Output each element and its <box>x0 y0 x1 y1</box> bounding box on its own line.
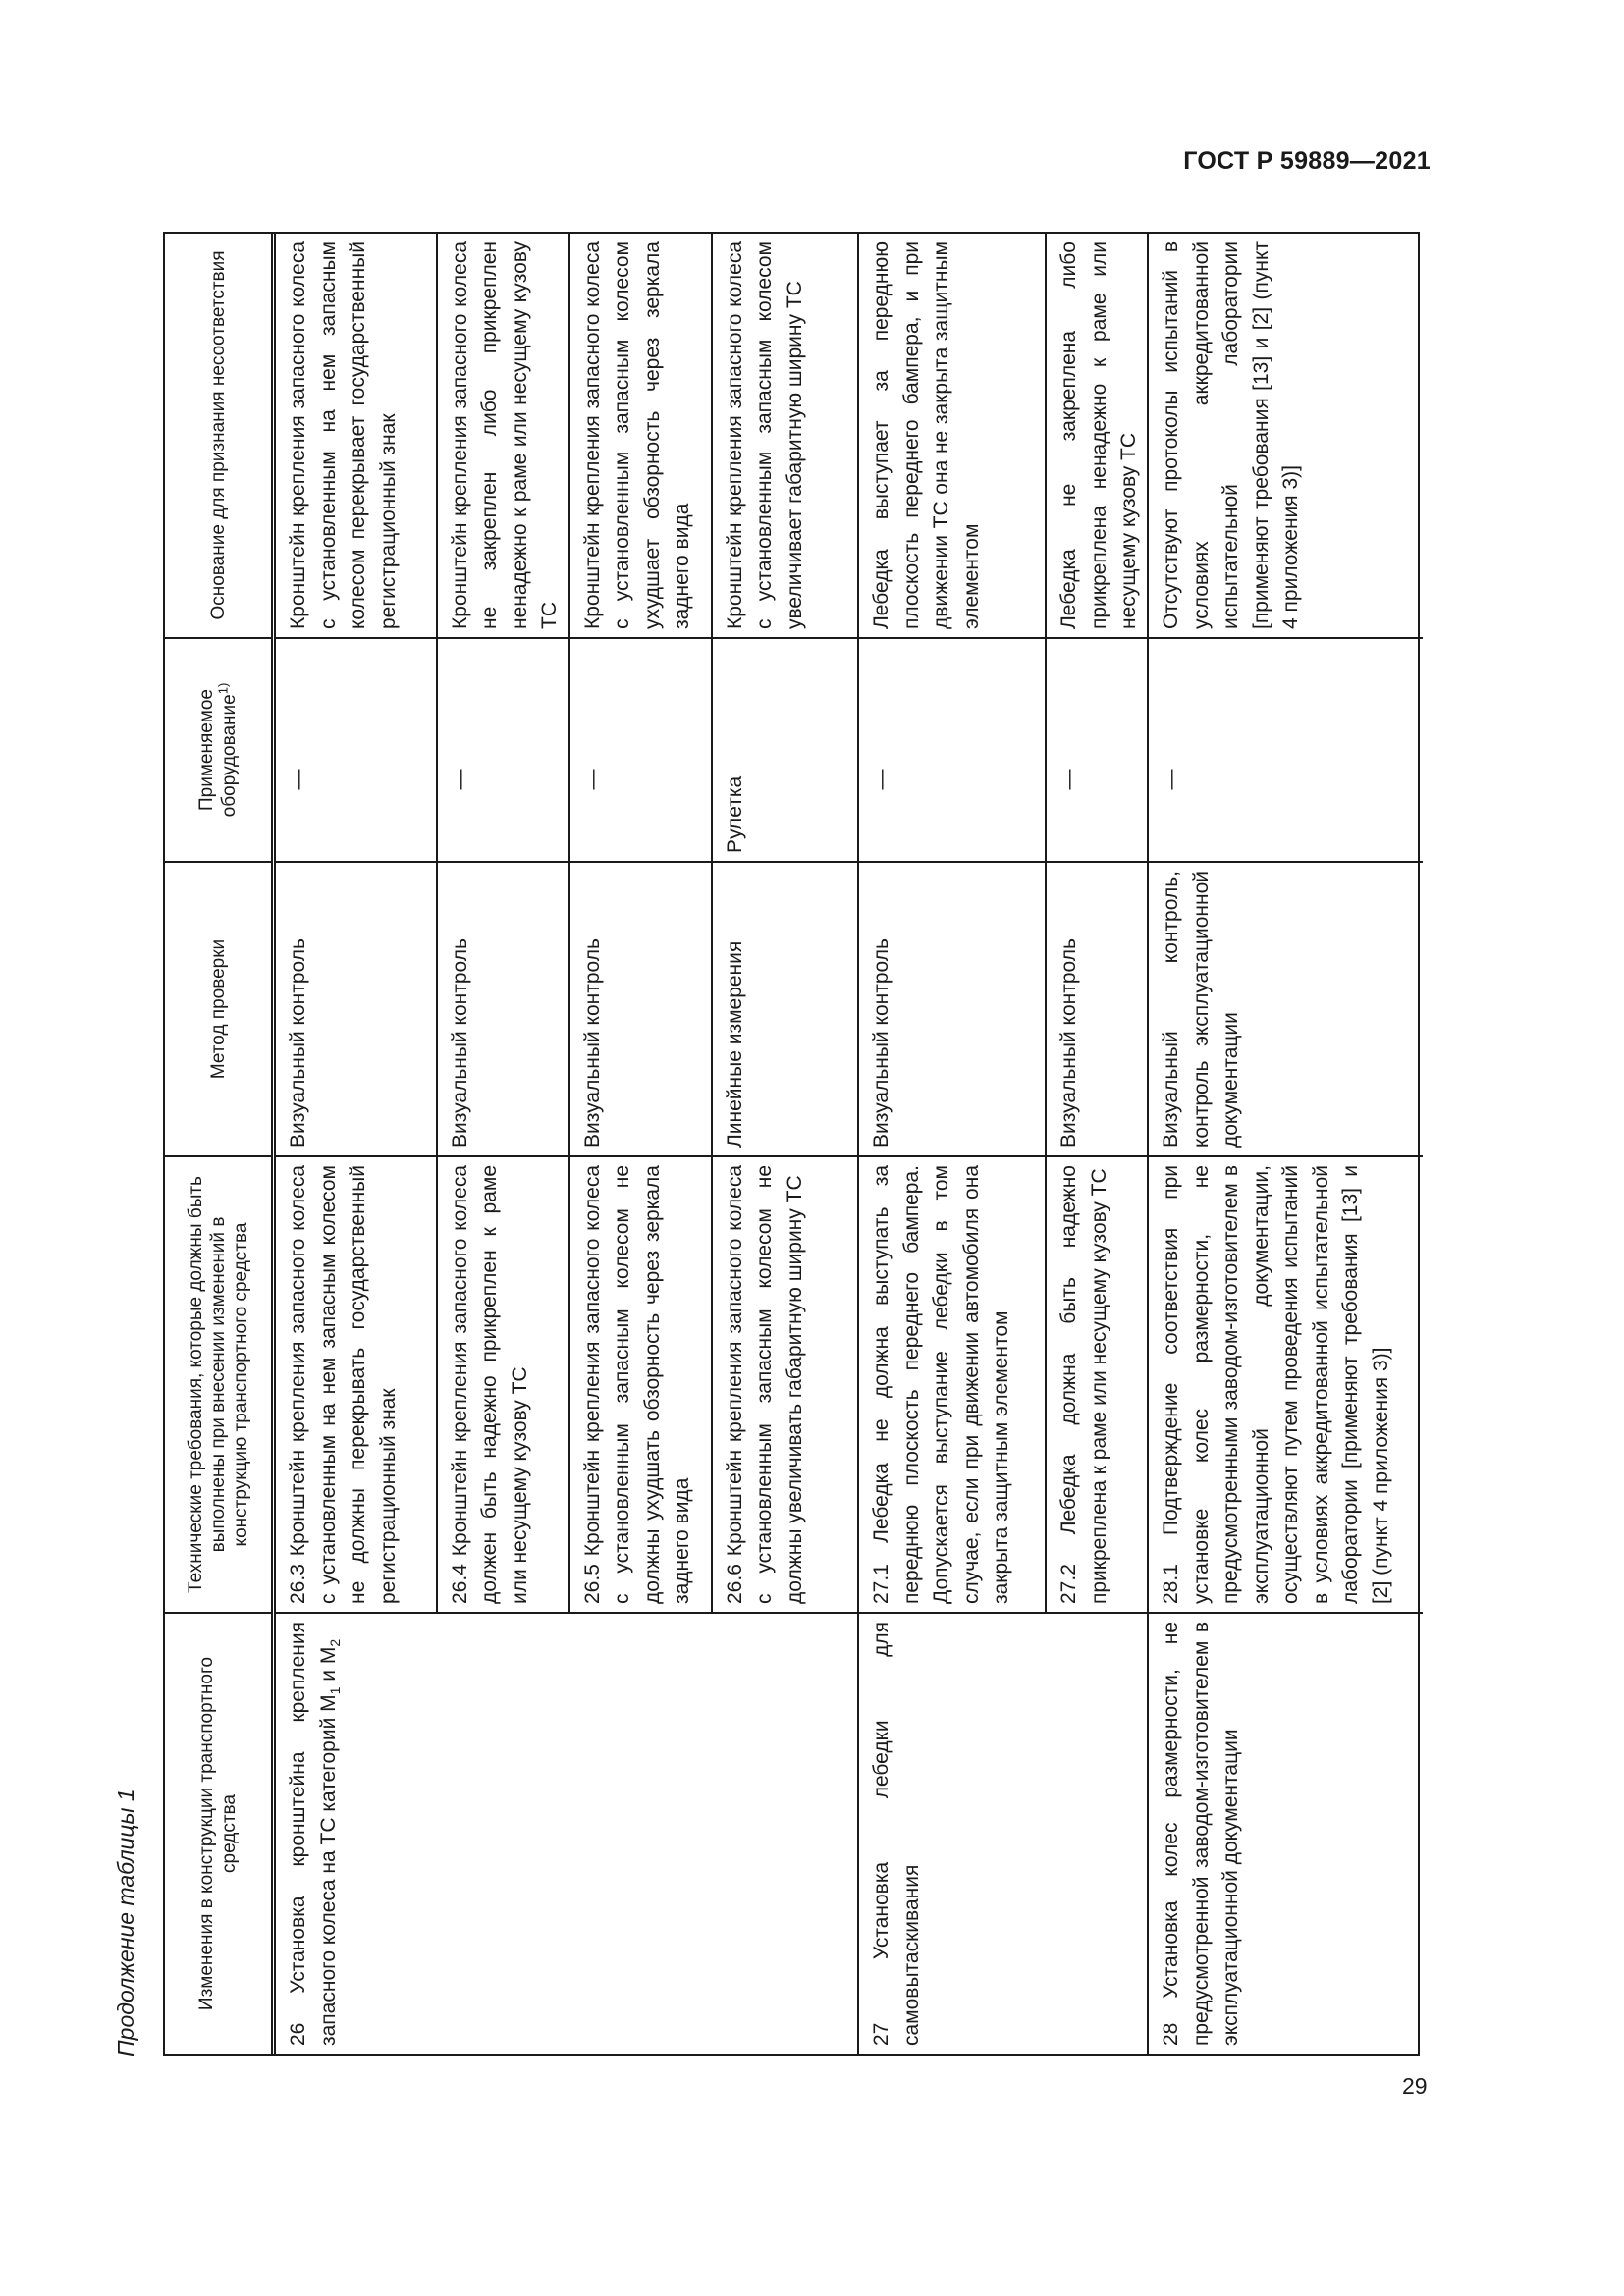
basis-cell: Лебедка не закреплена либо прикреплена ненадежно к раме или несущему кузову ТС <box>1057 241 1140 629</box>
table-group-27 <box>859 234 1149 2054</box>
basis-cell: Кронштейн крепления запасного колеса с установленным на нем запасным колесом перекрывает государственный регистрационный знак <box>287 241 400 629</box>
table-row <box>1149 234 1423 1612</box>
header-requirements: Технические требования, которые должны быть выполнены при внесении изменений в конструкцию транспортного средства <box>165 1155 271 1612</box>
requirement-cell: 26.3 Кронштейн крепления запасного колеса с установленным на нем запасным колесом не должны перекрывать государственный регистрационный знак <box>276 1155 436 1612</box>
page-number: 29 <box>1402 2073 1428 2099</box>
requirement-cell: 27.2 Лебедка должна быть надежно прикреплена к раме или несущему кузову ТС <box>1047 1155 1147 1612</box>
header-basis: Основание для признания несоответствия <box>207 250 229 620</box>
requirement-cell: 26.6 Кронштейн крепления запасного колеса с установленным запасным колесом не должны увеличивать габаритную ширину ТС <box>713 1155 857 1612</box>
equipment-cell: Рулетка <box>713 637 857 861</box>
method-cell: Линейные измерения <box>713 861 857 1155</box>
table-caption: Продолжение таблицы 1 <box>113 1789 138 2056</box>
table-row <box>570 234 713 1612</box>
method-cell: Визуальный контроль, контроль эксплуатационной документации <box>1149 861 1423 1155</box>
header-method: Метод проверки <box>165 861 271 1155</box>
method-cell: Визуальный контроль <box>438 861 568 1155</box>
change-cell: 26 Установка кронштейна крепления запасного колеса на ТС категорий $M_1$ и $M_2$ <box>276 1612 857 2054</box>
change-cell: 27 Установка лебедки для самовытаскивания <box>859 1612 1147 2054</box>
table-group-28 <box>1149 234 1423 2054</box>
requirement-cell: 26.5 Кронштейн крепления запасного колеса с установленным запасным колесом не должны ухудшать обзорность через зеркала заднего вида <box>570 1155 711 1612</box>
equipment-cell: — <box>570 637 711 861</box>
method-cell: Визуальный контроль <box>1047 861 1147 1155</box>
table-header-row <box>165 234 276 2054</box>
footnote-marker: 1) <box>215 682 231 695</box>
table-row <box>438 234 570 1612</box>
requirement-cell: 27.1 Лебедка не должна выступать за переднюю плоскость переднего бампера. Допускается выступание лебедки в том случае, если при движении автомобиля она закрыта защитным элементом <box>859 1155 1045 1612</box>
method-cell: Визуальный контроль <box>276 861 436 1155</box>
equipment-cell: — <box>859 637 1045 861</box>
document-code: ГОСТ Р 59889—2021 <box>1183 147 1431 175</box>
table-row <box>859 234 1047 1612</box>
table-row <box>1047 234 1147 1612</box>
requirement-cell: 28.1 Подтверждение соответствия при установке колес размерности, не предусмотренными заводом-изготовителем в эксплуатационной документации, осуществляют путем проведения испытаний в условиях аккредитованной испытательной лаборатории [применяют требования [13] и [2] (пункт 4 приложения 3)] <box>1149 1155 1423 1612</box>
equipment-cell: — <box>276 637 436 861</box>
basis-cell: Отсутствуют протоколы испытаний в условиях аккредитованной испытательной лаборатории [применяют требования [13] и [2] (пункт 4 приложения 3)] <box>1160 241 1302 629</box>
change-cell: 28 Установка колес размерности, не предусмотренной заводом-изготовителем в эксплуатационной документации <box>1149 1612 1423 2054</box>
method-cell: Визуальный контроль <box>570 861 711 1155</box>
header-equipment <box>165 637 271 861</box>
equipment-cell: — <box>1047 637 1147 861</box>
basis-cell: Кронштейн крепления запасного колеса не закреплен либо прикреплен ненадежно к раме или несущему кузову ТС <box>448 241 562 629</box>
method-cell: Визуальный контроль <box>859 861 1045 1155</box>
requirements-table <box>163 232 1420 2056</box>
basis-cell: Лебедка выступает за переднюю плоскость переднего бампера, и при движении ТС она не закрыта защитным элементом <box>870 241 983 629</box>
header-changes: Изменения в конструкции транспортного средства <box>165 1612 271 2054</box>
table-row <box>713 234 857 1612</box>
table-group-26 <box>276 234 859 2054</box>
equipment-cell: — <box>438 637 568 861</box>
equipment-cell: — <box>1149 637 1423 861</box>
table-row <box>276 234 438 1612</box>
basis-cell: Кронштейн крепления запасного колеса с установленным запасным колесом ухудшает обзорность через зеркала заднего вида <box>580 241 694 629</box>
header-equipment-label: Применяемое оборудование <box>196 689 240 818</box>
basis-cell: Кронштейн крепления запасного колеса с установленным запасным колесом увеличивает габаритную ширину ТС <box>723 241 806 629</box>
requirement-cell: 26.4 Кронштейн крепления запасного колеса должен быть надежно прикреплен к раме или несущему кузову ТС <box>438 1155 568 1612</box>
